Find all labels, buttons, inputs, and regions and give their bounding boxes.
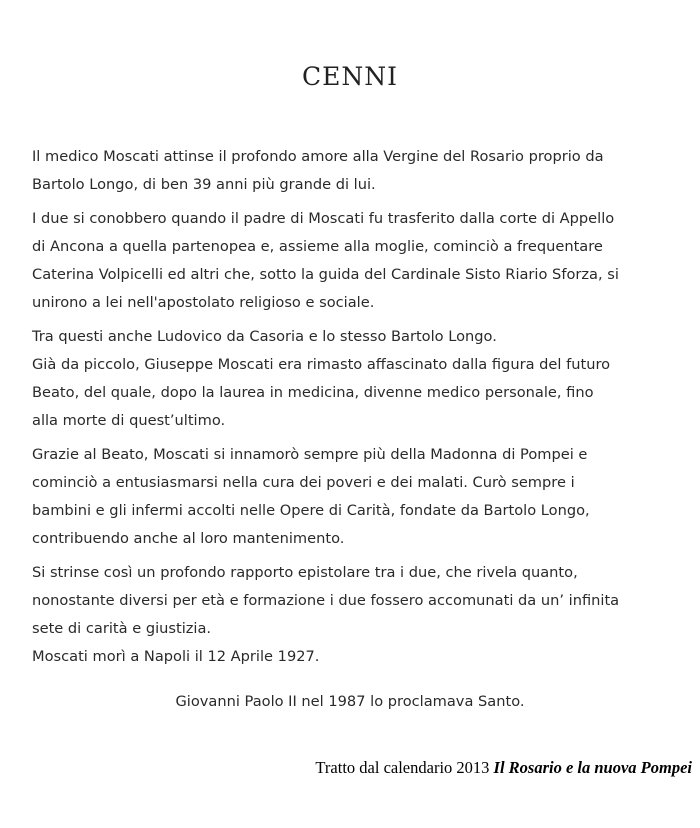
text-line: Si strinse così un profondo rapporto epistolare tra i due, che rivela quanto, xyxy=(32,564,578,581)
source-work-title: Il Rosario e la nuova Pompei xyxy=(493,758,692,777)
source-citation xyxy=(315,758,692,778)
paragraph-4 xyxy=(32,441,640,553)
text-line: alla morte di quest’ultimo. xyxy=(32,412,226,429)
paragraph-3 xyxy=(32,323,640,435)
text-line: Moscati morì a Napoli il 12 Aprile 1927. xyxy=(32,648,320,665)
body-text xyxy=(32,143,640,671)
text-line: Già da piccolo, Giuseppe Moscati era rimasto affascinato dalla figura del futuro xyxy=(32,356,611,373)
text-line: di Ancona a quella partenopea e, assieme alla moglie, cominciò a frequentare xyxy=(32,238,603,255)
text-line: Grazie al Beato, Moscati si innamorò sempre più della Madonna di Pompei e xyxy=(32,446,588,463)
page-title: CENNI xyxy=(301,62,398,91)
text-line: contribuendo anche al loro mantenimento. xyxy=(32,530,345,547)
text-line: sete di carità e giustizia. xyxy=(32,620,212,637)
source-prefix: Tratto dal calendario 2013 xyxy=(315,758,494,777)
text-line: Caterina Volpicelli ed altri che, sotto la guida del Cardinale Sisto Riario Sforza, si xyxy=(32,266,619,283)
text-line: Tra questi anche Ludovico da Casoria e lo stesso Bartolo Longo. xyxy=(32,328,497,345)
text-line: Beato, del quale, dopo la laurea in medicina, divenne medico personale, fino xyxy=(32,384,594,401)
paragraph-1 xyxy=(32,143,640,199)
text-line: I due si conobbero quando il padre di Moscati fu trasferito dalla corte di Appello xyxy=(32,210,615,227)
paragraph-5 xyxy=(32,559,640,671)
text-line: bambini e gli infermi accolti nelle Opere di Carità, fondate da Bartolo Longo, xyxy=(32,502,590,519)
closing-statement: Giovanni Paolo II nel 1987 lo proclamava Santo. xyxy=(175,693,525,710)
text-line: cominciò a entusiasmarsi nella cura dei poveri e dei malati. Curò sempre i xyxy=(32,474,575,491)
paragraph-2 xyxy=(32,205,640,317)
text-line: nonostante diversi per età e formazione i due fossero accomunati da un’ infinita xyxy=(32,592,620,609)
text-line: Bartolo Longo, di ben 39 anni più grande di lui. xyxy=(32,176,376,193)
text-line: unirono a lei nell'apostolato religioso e sociale. xyxy=(32,294,375,311)
text-line: Il medico Moscati attinse il profondo amore alla Vergine del Rosario proprio da xyxy=(32,148,604,165)
